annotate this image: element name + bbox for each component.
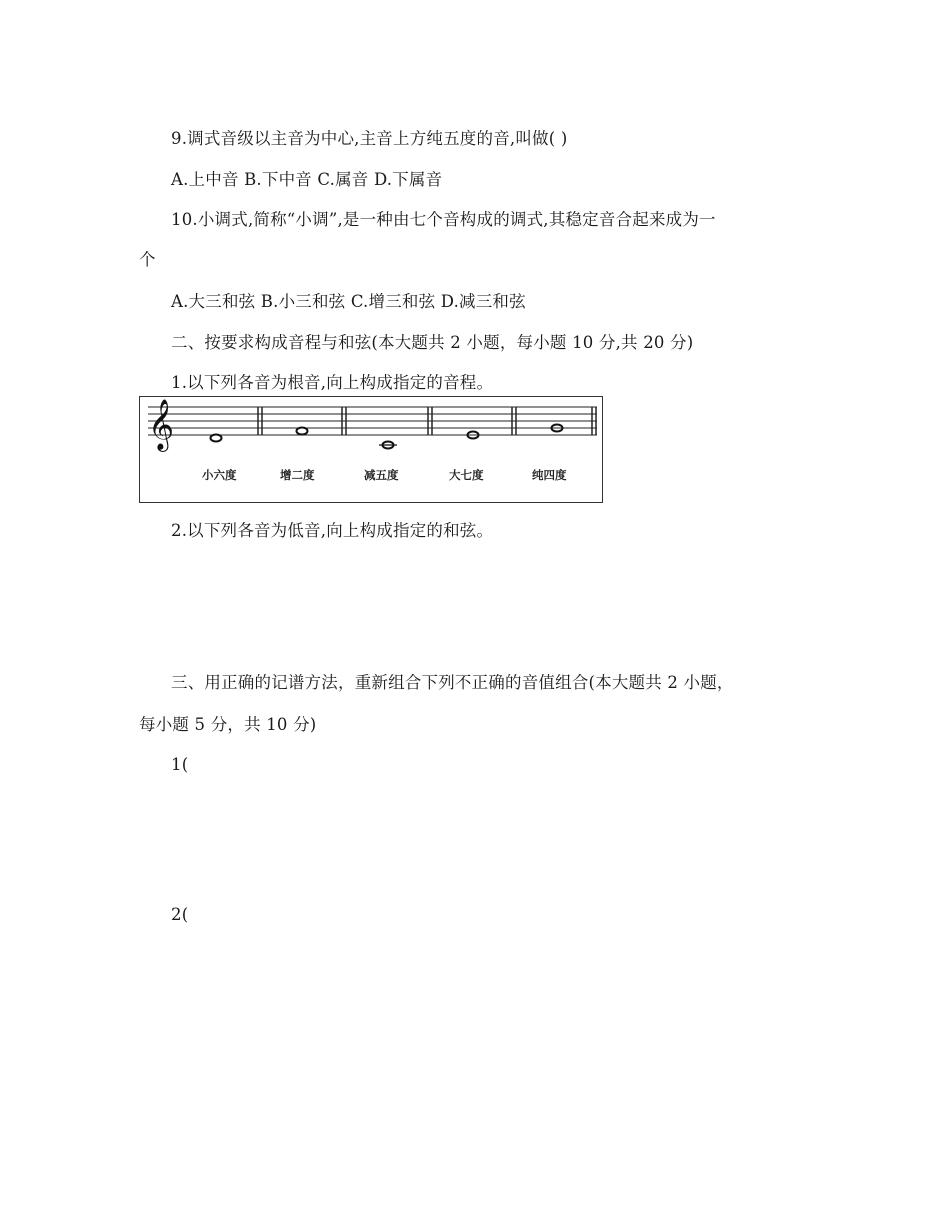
interval-label-5: 纯四度 [532,468,567,482]
interval-staff-figure [139,396,603,503]
section2-heading: 二、按要求构成音程与和弦(本大题共 2 小题，每小题 10 分,共 20 分) [171,333,694,352]
section3-heading-line1: 三、用正确的记谱方法，重新组合下列不正确的音值组合(本大题共 2 小题， [171,673,734,692]
q9-question: 9.调式音级以主音为中心,主音上方纯五度的音,叫做( ) [171,129,568,148]
q10-options: A.大三和弦 B.小三和弦 C.增三和弦 D.减三和弦 [171,292,526,311]
treble-clef-icon: 𝄞 [148,399,175,450]
interval-label-2: 增二度 [280,468,315,482]
section2-item1: 1.以下列各音为根音,向上构成指定的音程。 [171,373,494,392]
music-staff [140,397,604,504]
section2-item2: 2.以下列各音为低音,向上构成指定的和弦。 [171,521,494,540]
interval-label-1: 小六度 [202,468,237,482]
section3-heading-line2: 每小题 5 分，共 10 分) [139,715,317,734]
q9-options: A.上中音 B.下中音 C.属音 D.下属音 [171,170,443,189]
interval-label-3: 减五度 [364,468,399,482]
q10-question-line2: 个 [139,250,156,269]
q10-question-line1: 10.小调式,简称“小调”,是一种由七个音构成的调式,其稳定音合起来成为一 [171,210,716,229]
interval-label-4: 大七度 [449,468,484,482]
section3-item2: 2( [171,905,189,924]
section3-item1: 1( [171,755,189,774]
